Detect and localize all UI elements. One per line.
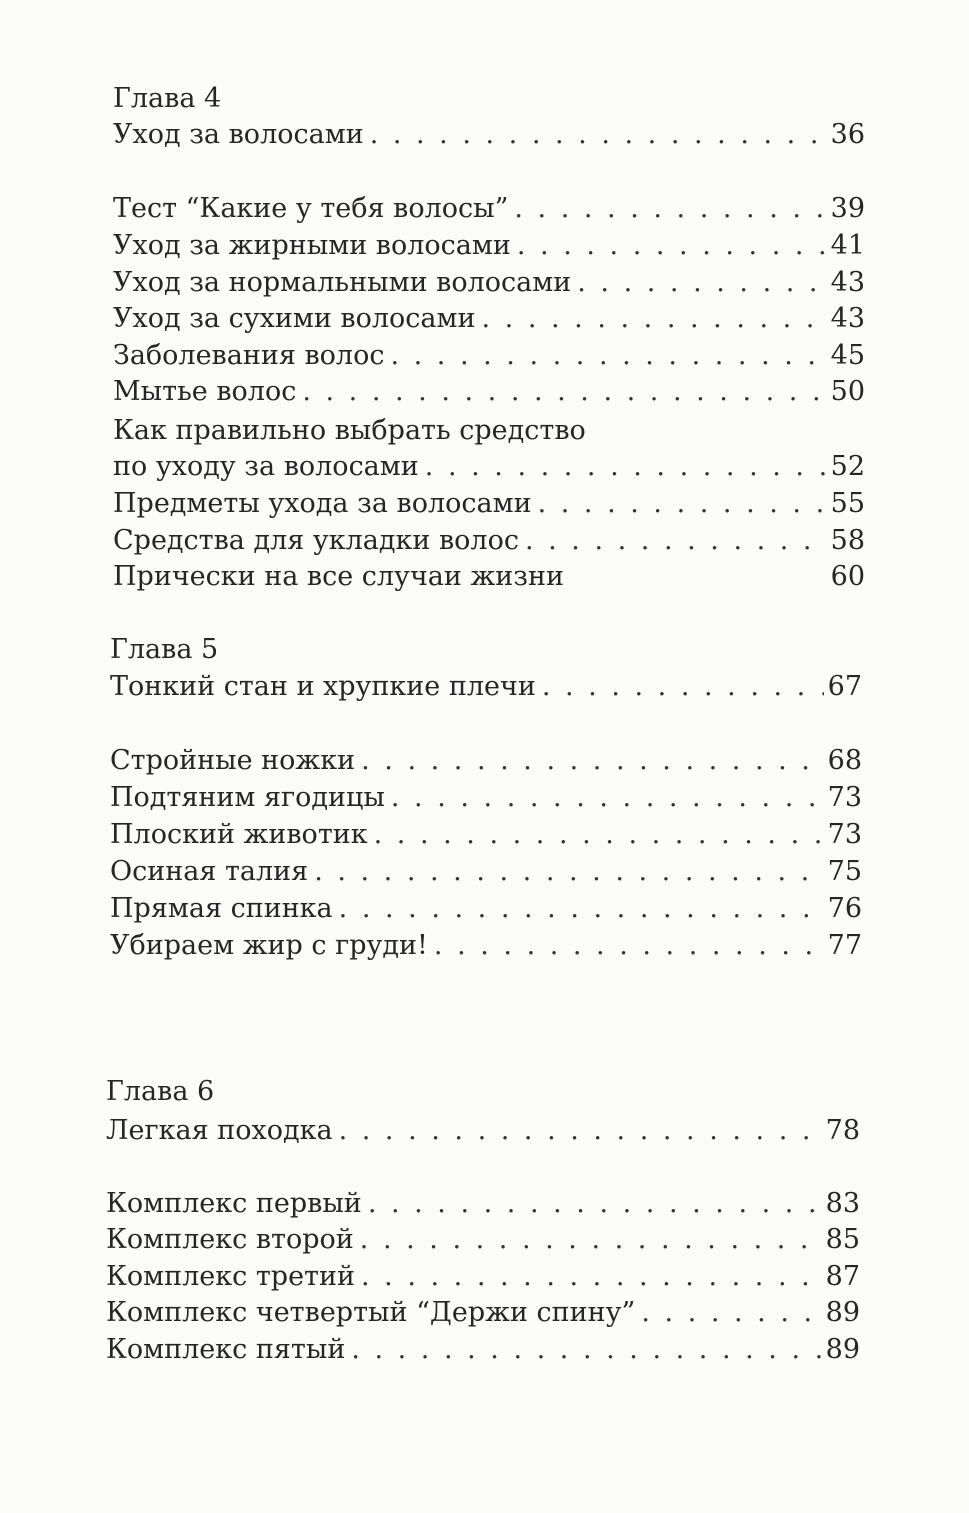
page-number: 89 [825,1297,860,1328]
entry-label: Комплекс второй [106,1224,354,1255]
entry-label: Уход за нормальными волосами [113,267,572,298]
toc-entry[interactable] [106,1223,860,1257]
entry-label: Осиная талия [110,856,309,887]
dot-leader [542,670,824,704]
entry-label: Комплекс четвертый “Держи спину” [106,1297,636,1328]
dot-leader [339,1114,822,1148]
entry-label: Мытье волос [113,376,297,407]
dot-leader [482,302,827,336]
dot-leader [391,781,824,815]
chapter-title: Легкая походка [106,1115,333,1146]
toc-entry[interactable] [113,229,865,263]
entry-label: Прямая спинка [110,893,333,924]
toc-entry[interactable] [106,1333,860,1367]
toc-entry[interactable] [110,855,862,889]
dot-leader [314,855,823,889]
entry-label[interactable]: Как правильно выбрать средство [113,415,586,446]
page-number: 78 [825,1115,860,1146]
dot-leader [538,487,827,521]
entry-label: Подтяним ягодицы [110,782,385,813]
dot-leader [641,1296,821,1330]
page-number: 43 [830,303,865,334]
toc-entry[interactable] [113,192,865,226]
dot-leader [577,266,826,300]
entry-label: Тест “Какие у тебя волосы” [113,193,509,224]
chapter-title-row[interactable] [110,670,862,704]
page-number: 76 [827,893,862,924]
toc-entry[interactable] [110,929,862,963]
toc-entry[interactable] [113,524,865,558]
toc-entry[interactable] [110,818,862,852]
dot-leader [390,339,826,373]
page-number: 73 [827,819,862,850]
chapter-heading: Глава 6 [106,1076,215,1107]
chapter-heading: Глава 4 [113,83,222,114]
dot-leader [360,1223,822,1257]
chapter-title: Уход за волосами [113,119,364,150]
page-number: 52 [830,451,865,482]
dot-leader [339,892,824,926]
toc-entry[interactable] [106,1187,860,1221]
dot-leader [370,118,827,152]
toc-entry[interactable] [106,1296,860,1330]
toc-entry[interactable] [113,266,865,300]
chapter-title-row[interactable] [106,1114,860,1148]
dot-leader [351,1333,821,1367]
entry-label: Комплекс первый [106,1188,362,1219]
dot-leader [302,375,826,409]
entry-label: Прически на все случаи жизни [113,561,565,592]
dot-leader [434,929,824,963]
toc-entry[interactable] [113,375,865,409]
page-number: 45 [830,340,865,371]
dot-leader [361,744,824,778]
chapter-title: Тонкий стан и хрупкие плечи [110,671,536,702]
entry-label: Уход за сухими волосами [113,303,476,334]
entry-label: Заболевания волос [113,340,385,371]
entry-label: Комплекс третий [106,1261,355,1292]
dot-leader [517,229,827,263]
page-number: 39 [830,193,865,224]
dot-leader [361,1260,822,1294]
chapter-title-row[interactable] [113,118,865,152]
dot-leader [368,1187,822,1221]
page-number: 85 [825,1224,860,1255]
dot-leader [525,524,827,558]
page-number: 43 [830,267,865,298]
toc-entry[interactable] [113,339,865,373]
entry-label: Плоский животик [110,819,368,850]
page-number: 77 [827,930,862,961]
toc-entry[interactable] [113,450,865,484]
toc-entry[interactable] [110,744,862,778]
page-number: 60 [830,561,865,592]
entry-label: Средства для укладки волос [113,525,519,556]
page-number: 55 [830,488,865,519]
entry-label: Предметы ухода за волосами [113,488,532,519]
page-number: 89 [825,1334,860,1365]
entry-label: Комплекс пятый [106,1334,346,1365]
entry-label: Стройные ножки [110,745,356,776]
page-number: 36 [830,119,865,150]
toc-entry[interactable] [110,781,862,815]
dot-leader [425,450,827,484]
dot-leader [514,192,826,226]
entry-label-continued: по уходу за волосами [113,451,419,482]
entry-label: Уход за жирными волосами [113,230,511,261]
page-number: 83 [825,1188,860,1219]
page-number: 87 [825,1261,860,1292]
toc-entry[interactable] [110,892,862,926]
page-number: 68 [827,745,862,776]
page-number: 50 [830,376,865,407]
toc-entry[interactable] [113,560,865,594]
toc-entry[interactable] [113,487,865,521]
page-number: 41 [830,230,865,261]
toc-entry[interactable] [113,302,865,336]
entry-label: Убираем жир с груди! [110,930,428,961]
chapter-heading: Глава 5 [110,634,219,665]
page-number: 67 [827,671,862,702]
page-number: 75 [827,856,862,887]
page-number: 73 [827,782,862,813]
page-number: 58 [830,525,865,556]
toc-entry[interactable] [106,1260,860,1294]
dot-leader [374,818,824,852]
